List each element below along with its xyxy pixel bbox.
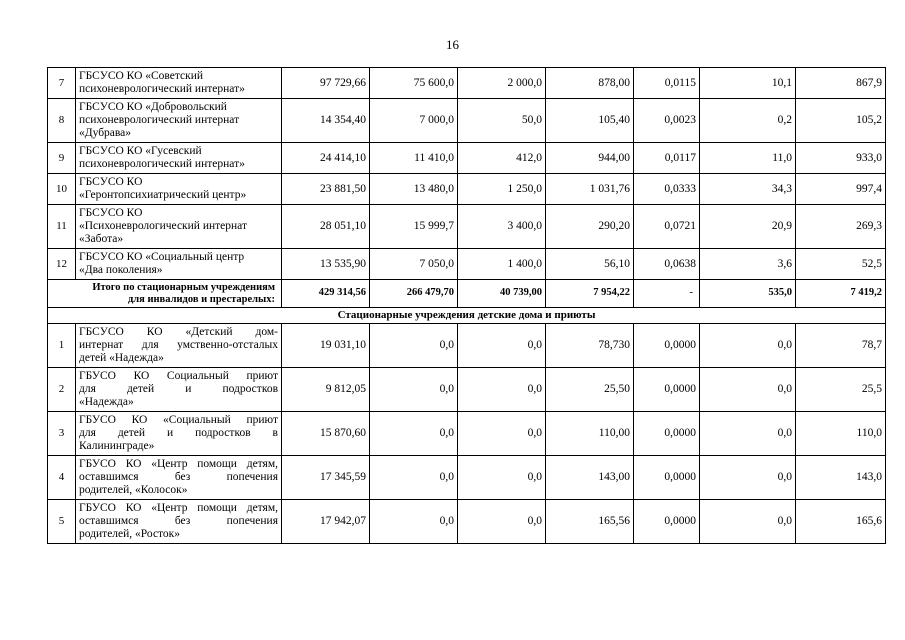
value-c7: 269,3: [796, 205, 886, 249]
value-c6: 0,0: [700, 500, 796, 544]
institution-name: [76, 205, 282, 249]
value-c5: 0,0333: [634, 174, 700, 205]
value-c2: 7 050,0: [370, 249, 458, 280]
value-c1: 28 051,10: [282, 205, 370, 249]
row-number: 10: [48, 174, 76, 205]
institution-name-line: ГБСУСО КО «Добровольский: [79, 101, 227, 114]
value-c7: 105,2: [796, 99, 886, 143]
table-row: [48, 205, 886, 249]
value-c2: 11 410,0: [370, 143, 458, 174]
value-c7: 143,0: [796, 456, 886, 500]
value-c4: 143,00: [546, 456, 634, 500]
table-row: [48, 249, 886, 280]
value-c7: 867,9: [796, 68, 886, 99]
value-c3: 0,0: [458, 324, 546, 368]
row-number: 7: [48, 68, 76, 99]
value-c3: 3 400,0: [458, 205, 546, 249]
value-c4: 290,20: [546, 205, 634, 249]
value-c5: 0,0000: [634, 412, 700, 456]
section-header-row: [48, 308, 886, 324]
value-c7: 78,7: [796, 324, 886, 368]
value-c4: 56,10: [546, 249, 634, 280]
institution-name: [76, 68, 282, 99]
value-c1: 17 942,07: [282, 500, 370, 544]
value-c1: 17 345,59: [282, 456, 370, 500]
value-c5: 0,0638: [634, 249, 700, 280]
row-number: 12: [48, 249, 76, 280]
value-c6: 0,0: [700, 368, 796, 412]
institution-name-line: родителей, «Колосок»: [79, 483, 188, 496]
value-c4: 878,00: [546, 68, 634, 99]
value-c3: 412,0: [458, 143, 546, 174]
institution-name-line: интернат для умственно-отсталых: [79, 339, 278, 352]
institution-name: [76, 412, 282, 456]
value-c7: 52,5: [796, 249, 886, 280]
table-row: [48, 368, 886, 412]
value-c1: 24 414,10: [282, 143, 370, 174]
value-c1: 15 870,60: [282, 412, 370, 456]
value-c3: 2 000,0: [458, 68, 546, 99]
institution-name-line: для детей и подростков: [79, 383, 278, 396]
value-c3: 50,0: [458, 99, 546, 143]
value-c5: 0,0023: [634, 99, 700, 143]
row-number: 8: [48, 99, 76, 143]
value-c7: 110,0: [796, 412, 886, 456]
group1-rows: [48, 68, 886, 280]
group2-rows: [48, 324, 886, 544]
total-c4: 7 954,22: [546, 280, 634, 308]
value-c3: 0,0: [458, 412, 546, 456]
value-c4: 1 031,76: [546, 174, 634, 205]
value-c2: 7 000,0: [370, 99, 458, 143]
value-c6: 34,3: [700, 174, 796, 205]
table-row: [48, 68, 886, 99]
value-c2: 0,0: [370, 412, 458, 456]
institution-name: [76, 143, 282, 174]
row-number: 5: [48, 500, 76, 544]
institution-name-line: ГБУСО КО «Социальный приют: [79, 414, 278, 427]
value-c6: 0,0: [700, 324, 796, 368]
value-c7: 25,5: [796, 368, 886, 412]
row-number: 11: [48, 205, 76, 249]
value-c6: 0,2: [700, 99, 796, 143]
value-c4: 944,00: [546, 143, 634, 174]
total-c3: 40 739,00: [458, 280, 546, 308]
value-c2: 0,0: [370, 324, 458, 368]
row-number: 3: [48, 412, 76, 456]
institutions-table: [47, 67, 886, 544]
value-c3: 0,0: [458, 456, 546, 500]
value-c5: 0,0721: [634, 205, 700, 249]
value-c5: 0,0000: [634, 456, 700, 500]
institution-name: [76, 324, 282, 368]
value-c1: 9 812,05: [282, 368, 370, 412]
value-c2: 75 600,0: [370, 68, 458, 99]
value-c1: 23 881,50: [282, 174, 370, 205]
value-c4: 165,56: [546, 500, 634, 544]
institution-name-line: ГБСУСО КО «Социальный центр: [79, 251, 245, 264]
value-c1: 19 031,10: [282, 324, 370, 368]
table-row: [48, 412, 886, 456]
institution-name-line: ГБСУСО КО «Гусевский: [79, 145, 202, 158]
institution-name-line: «Забота»: [79, 232, 124, 245]
institution-name-line: оставшимся без попечения: [79, 515, 278, 528]
section-title: Стационарные учреждения детские дома и приюты: [48, 308, 886, 324]
value-c4: 105,40: [546, 99, 634, 143]
value-c6: 10,1: [700, 68, 796, 99]
institution-name-line: ГБСУСО КО «Советский: [79, 70, 204, 83]
value-c4: 110,00: [546, 412, 634, 456]
institution-name-line: Калининграде»: [79, 439, 155, 452]
institution-name: [76, 174, 282, 205]
value-c5: 0,0000: [634, 368, 700, 412]
row-number: 9: [48, 143, 76, 174]
total-c7: 7 419,2: [796, 280, 886, 308]
value-c3: 1 400,0: [458, 249, 546, 280]
total-c6: 535,0: [700, 280, 796, 308]
value-c1: 13 535,90: [282, 249, 370, 280]
institution-name-line: психоневрологический интернат»: [79, 83, 245, 95]
institution-name-line: родителей, «Росток»: [79, 527, 181, 540]
total-label: Итого по стационарным учреждениям для инвалидов и престарелых:: [48, 280, 282, 308]
value-c6: 0,0: [700, 412, 796, 456]
value-c5: 0,0000: [634, 500, 700, 544]
value-c1: 97 729,66: [282, 68, 370, 99]
total-c5: -: [634, 280, 700, 308]
row-number: 1: [48, 324, 76, 368]
value-c3: 1 250,0: [458, 174, 546, 205]
institution-name-line: ГБСУСО КО: [79, 207, 143, 220]
institution-name-line: «Надежда»: [79, 395, 134, 408]
row-number: 2: [48, 368, 76, 412]
total-c2: 266 479,70: [370, 280, 458, 308]
value-c5: 0,0115: [634, 68, 700, 99]
institution-name-line: ГБУСО КО «Центр помощи детям,: [79, 502, 278, 515]
total-c1: 429 314,56: [282, 280, 370, 308]
table-row: [48, 456, 886, 500]
institution-name: [76, 456, 282, 500]
institution-name: [76, 249, 282, 280]
value-c6: 0,0: [700, 456, 796, 500]
institution-name: [76, 99, 282, 143]
table-row: [48, 324, 886, 368]
value-c7: 997,4: [796, 174, 886, 205]
institution-name-line: ГБУСО КО «Центр помощи детям,: [79, 458, 278, 471]
value-c2: 0,0: [370, 456, 458, 500]
value-c6: 11,0: [700, 143, 796, 174]
institution-name-line: «Два поколения»: [79, 264, 163, 276]
total-row: [48, 280, 886, 308]
value-c3: 0,0: [458, 368, 546, 412]
value-c4: 78,730: [546, 324, 634, 368]
value-c4: 25,50: [546, 368, 634, 412]
value-c2: 13 480,0: [370, 174, 458, 205]
institution-name-line: «Психоневрологический интернат: [79, 220, 247, 233]
value-c2: 0,0: [370, 500, 458, 544]
table-row: [48, 174, 886, 205]
institution-name-line: оставшимся без попечения: [79, 471, 278, 484]
institution-name-line: психоневрологический интернат: [79, 114, 240, 127]
table-row: [48, 500, 886, 544]
table-row: [48, 99, 886, 143]
institution-name: [76, 500, 282, 544]
institution-name-line: ГБУСО КО Социальный приют: [79, 370, 278, 383]
value-c6: 3,6: [700, 249, 796, 280]
page-number: 16: [446, 37, 459, 52]
value-c2: 15 999,7: [370, 205, 458, 249]
row-number: 4: [48, 456, 76, 500]
institution-name-line: «Дубрава»: [79, 126, 132, 139]
value-c6: 20,9: [700, 205, 796, 249]
value-c7: 165,6: [796, 500, 886, 544]
table-row: [48, 143, 886, 174]
value-c7: 933,0: [796, 143, 886, 174]
value-c5: 0,0117: [634, 143, 700, 174]
institution-name-line: психоневрологический интернат»: [79, 158, 245, 170]
institution-name-line: для детей и подростков в: [79, 427, 278, 440]
institution-name: [76, 368, 282, 412]
institution-name-line: «Геронтопсихиатрический центр»: [79, 189, 247, 201]
institution-name-line: детей «Надежда»: [79, 351, 164, 364]
value-c3: 0,0: [458, 500, 546, 544]
institution-name-line: ГБСУСО КО: [79, 176, 143, 189]
value-c5: 0,0000: [634, 324, 700, 368]
total-section: [48, 280, 886, 324]
value-c1: 14 354,40: [282, 99, 370, 143]
value-c2: 0,0: [370, 368, 458, 412]
institution-name-line: ГБСУСО КО «Детский дом-: [79, 326, 278, 339]
